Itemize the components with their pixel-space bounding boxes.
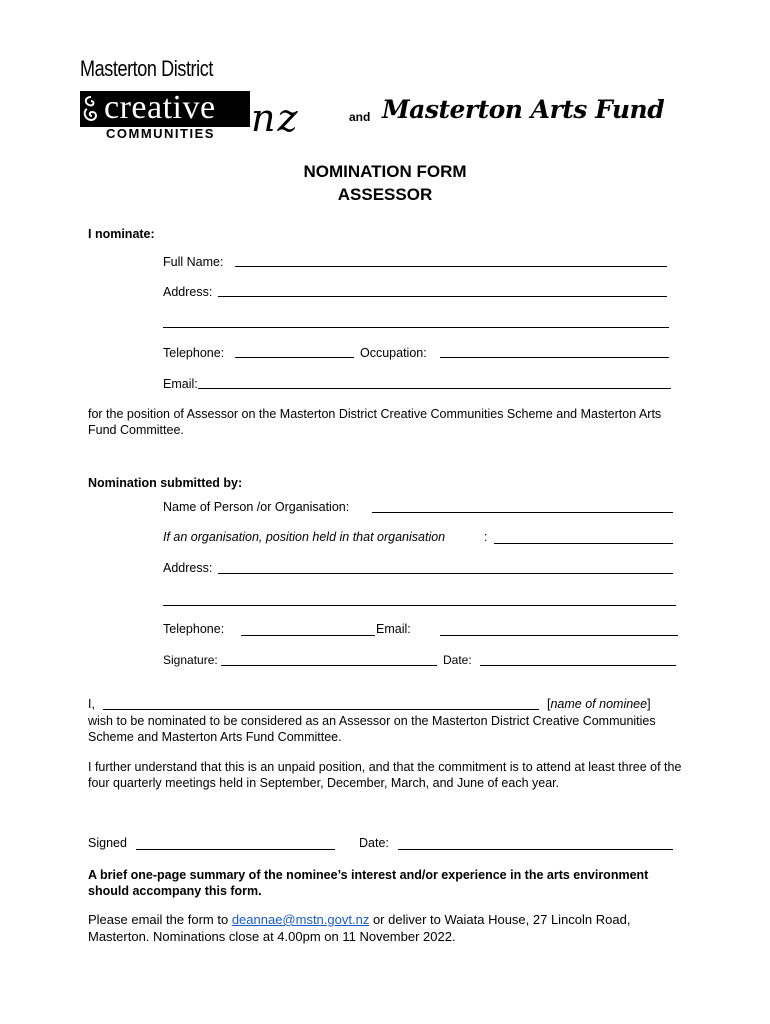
submitter-email-field[interactable] xyxy=(440,635,678,636)
submitter-position-colon: : xyxy=(484,530,488,544)
form-subtitle: ASSESSOR xyxy=(337,185,433,204)
nominee-email-field[interactable] xyxy=(198,388,671,389)
declaration-understand-text: I further understand that this is an unpaid position, and that the commitment is to attend at least three of the four quarterly meetings held in September, December, March, and June of each year. xyxy=(88,760,682,790)
creative-communities-logo xyxy=(80,91,250,127)
submitter-telephone-field[interactable] xyxy=(241,635,375,636)
signed-field[interactable] xyxy=(136,849,335,850)
email-instructions xyxy=(88,912,630,927)
submitter-email-label: Email: xyxy=(376,622,411,636)
nominee-address-field-2[interactable] xyxy=(163,327,669,328)
nominee-address-label: Address: xyxy=(163,285,213,299)
nominee-address-field[interactable] xyxy=(218,296,667,297)
nominee-full-name-label: Full Name: xyxy=(163,255,224,269)
declaration-name-hint: [name of nominee] xyxy=(547,697,651,711)
nominee-telephone-field[interactable] xyxy=(235,357,354,358)
submitter-telephone-label: Telephone: xyxy=(163,622,225,636)
position-description: for the position of Assessor on the Masterton District Creative Communities Scheme and Masterton Arts Fund Committee. xyxy=(88,407,662,437)
and-text: and xyxy=(349,110,371,124)
summary-note: A brief one-page summary of the nominee’s interest and/or experience in the arts environment should accompany this form. xyxy=(88,868,649,898)
nominate-heading: I nominate: xyxy=(88,227,155,241)
district-heading: Masterton District xyxy=(80,56,213,81)
submitter-name-label: Name of Person /or Organisation: xyxy=(163,500,350,514)
koru-swirl-icon xyxy=(82,95,100,123)
nominee-occupation-field[interactable] xyxy=(440,357,669,358)
submitter-date-label: Date: xyxy=(443,653,472,667)
form-title: NOMINATION FORM xyxy=(303,162,467,181)
declaration-name-field[interactable] xyxy=(103,709,539,710)
logo-communities-text: COMMUNITIES xyxy=(106,126,215,141)
submitted-by-heading: Nomination submitted by: xyxy=(88,476,243,490)
submitter-signature-field[interactable] xyxy=(221,665,437,666)
submitter-position-field[interactable] xyxy=(494,543,673,544)
email-link[interactable]: deannae@mstn.govt.nz xyxy=(231,912,370,927)
name-hint-text: name of nominee xyxy=(550,697,648,711)
nominee-telephone-label: Telephone: xyxy=(163,346,225,360)
declaration-date-label: Date: xyxy=(359,836,389,850)
nominee-full-name-field[interactable] xyxy=(235,266,667,267)
declaration-i-label: I, xyxy=(88,697,95,711)
submitter-address-field-2[interactable] xyxy=(163,605,676,606)
signed-label: Signed xyxy=(88,836,127,850)
submitter-signature-label: Signature: xyxy=(163,653,218,667)
nominee-occupation-label: Occupation: xyxy=(360,346,427,360)
arts-fund-logo: Masterton Arts Fund xyxy=(382,95,665,124)
logo-nz-text: nz xyxy=(251,96,300,140)
logo-creative-text: creative xyxy=(104,89,216,126)
submitter-date-field[interactable] xyxy=(480,665,676,666)
declaration-wish-text: wish to be nominated to be considered as an Assessor on the Masterton District Creative Communities Scheme and Masterton Arts Fund Committee. xyxy=(88,714,656,744)
submitter-name-field[interactable] xyxy=(372,512,673,513)
declaration-date-field[interactable] xyxy=(398,849,673,850)
email-prefix-text: Please email the form to xyxy=(88,912,229,927)
email-suffix-text: or deliver to Waiata House, 27 Lincoln Road, xyxy=(372,912,631,927)
submitter-address-label: Address: xyxy=(163,561,213,575)
submitter-address-field[interactable] xyxy=(218,573,673,574)
nominee-email-label: Email: xyxy=(163,377,198,391)
submitter-position-label: If an organisation, position held in that organisation xyxy=(163,530,446,544)
closing-line: Masterton. Nominations close at 4.00pm on 11 November 2022. xyxy=(88,929,456,944)
